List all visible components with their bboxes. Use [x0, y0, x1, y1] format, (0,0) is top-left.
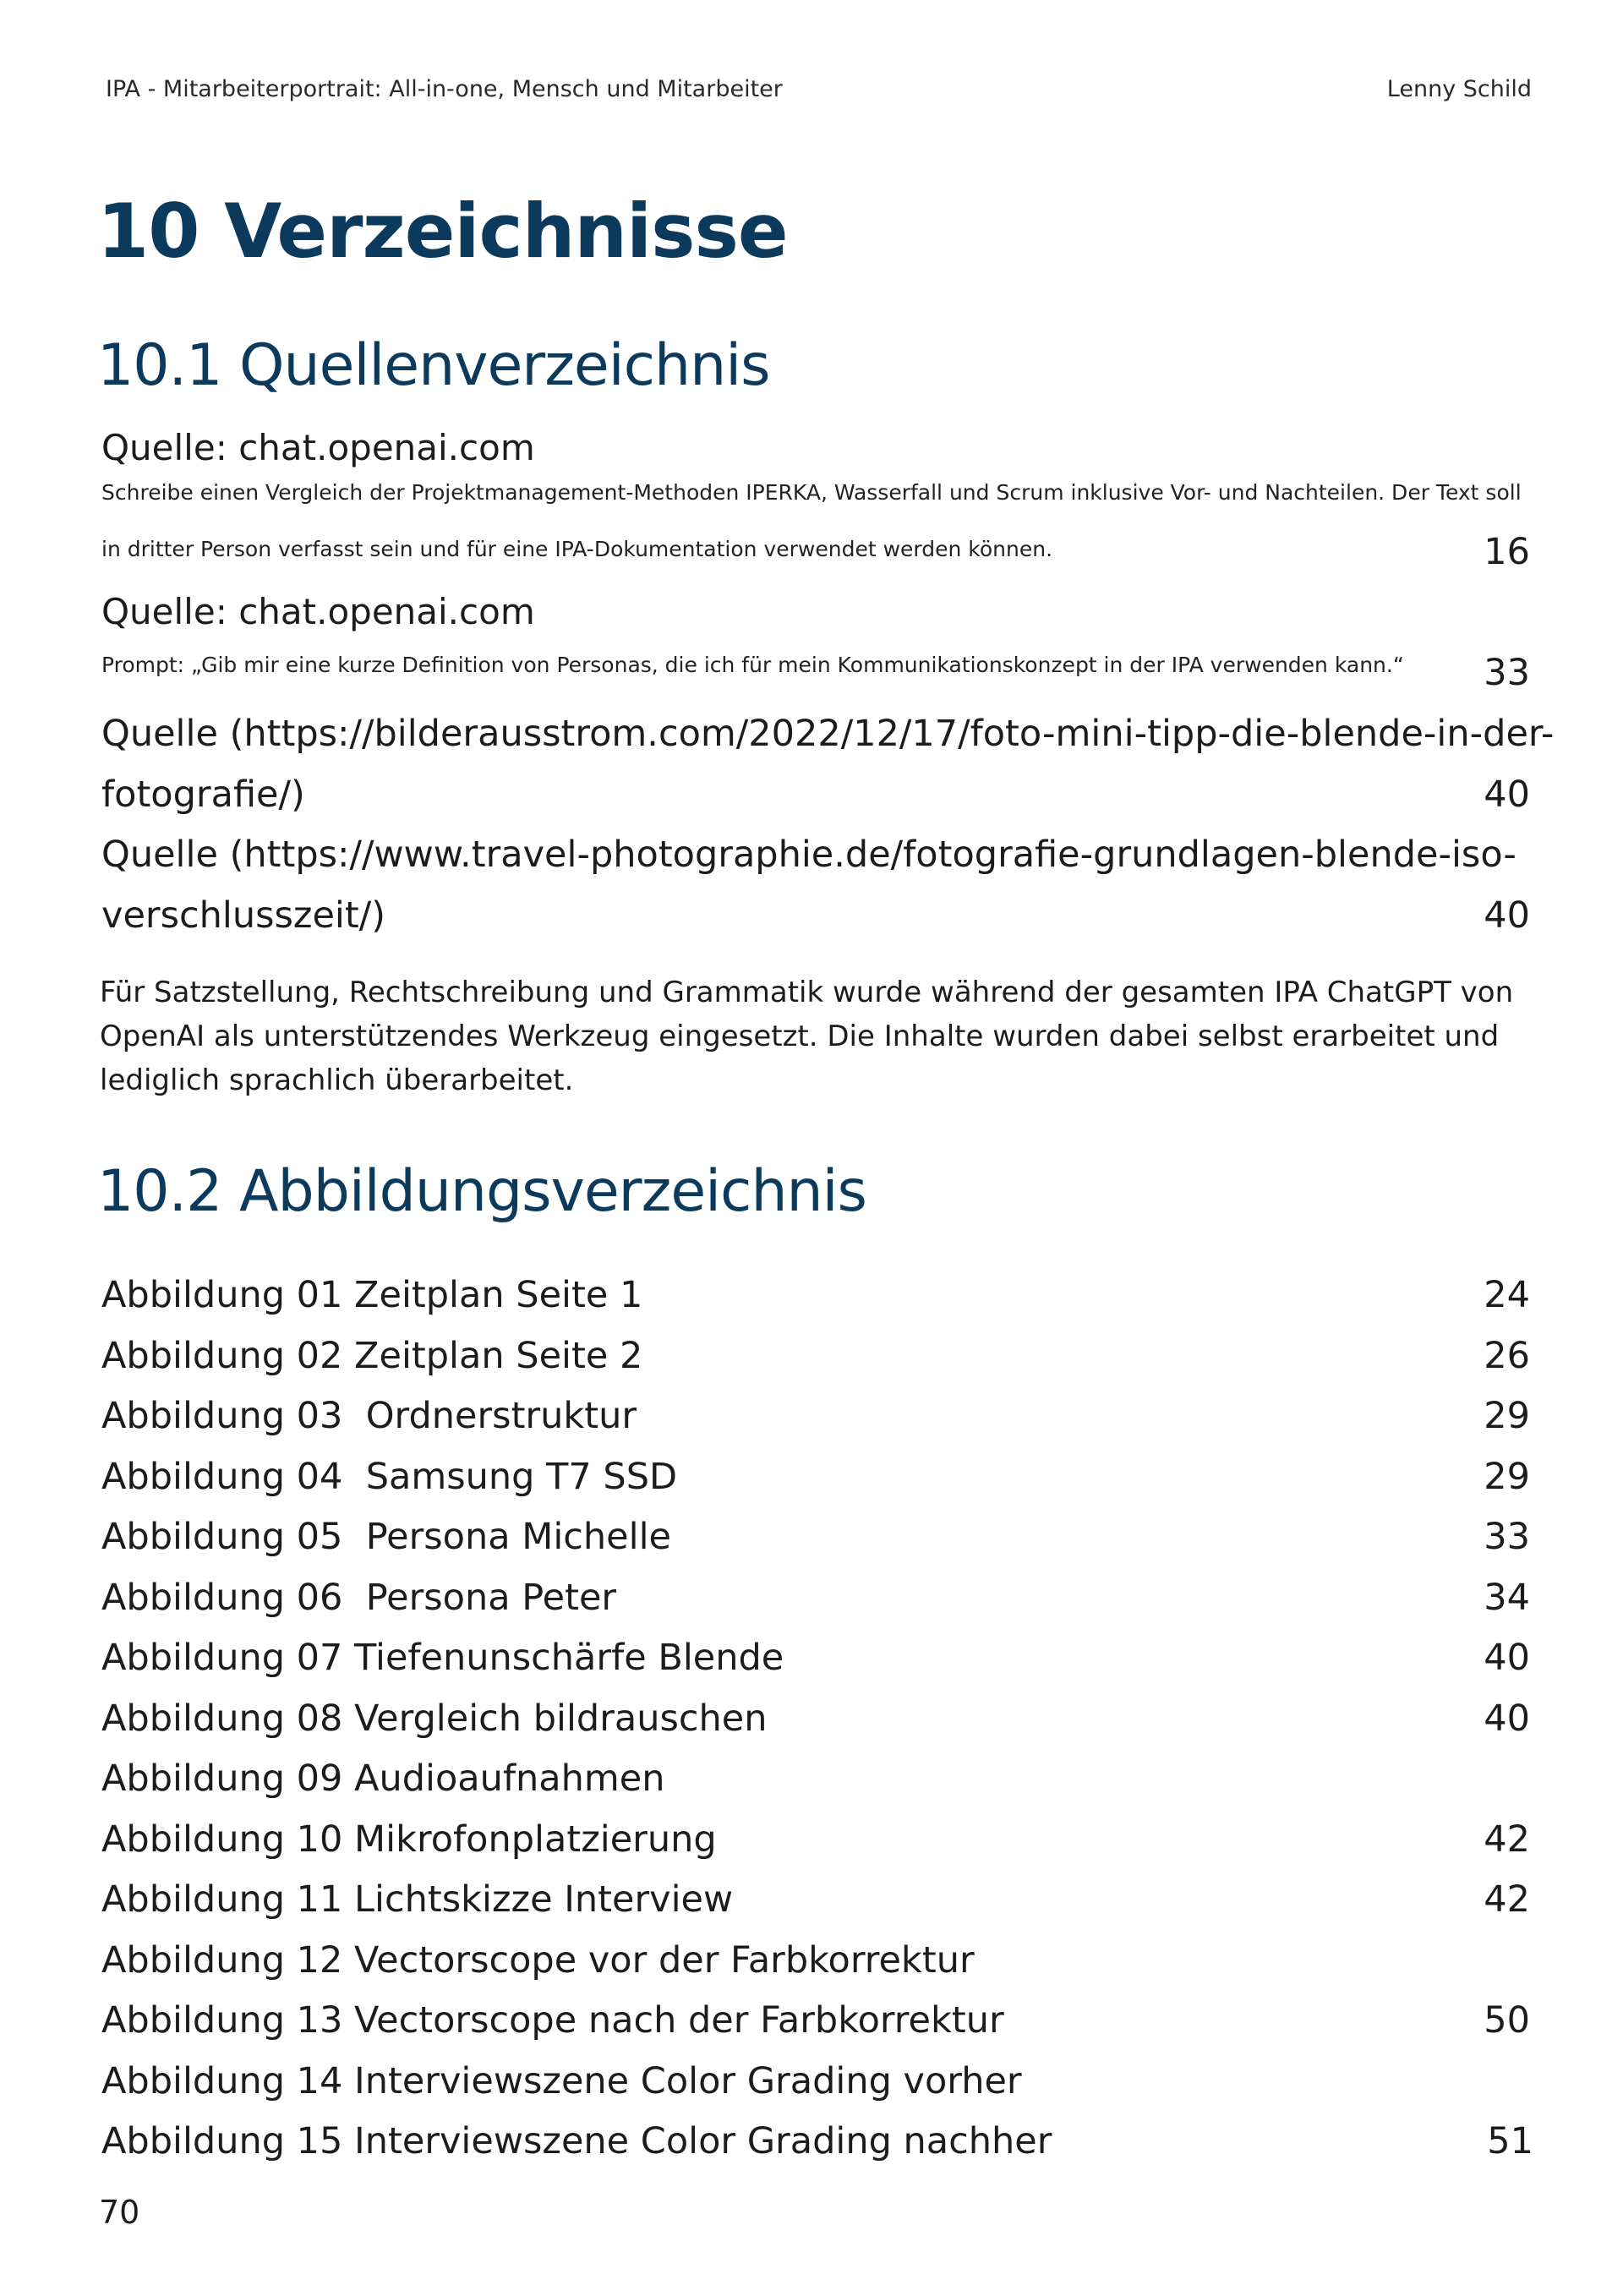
source-title: Quelle: chat.openai.com	[101, 427, 535, 468]
figure-list-item	[101, 1447, 1530, 1508]
figure-list-item	[101, 2112, 1533, 2173]
figure-list-item	[101, 1628, 1530, 1689]
source-url-line: fotografie/)	[101, 774, 305, 816]
figure-list-item	[101, 1749, 1530, 1810]
figure-page-number: 29	[1484, 1455, 1530, 1498]
figure-list-item	[101, 1266, 1530, 1326]
figure-label: Abbildung 07 Tiefenunschärfe Blende	[101, 1637, 784, 1679]
figure-list-item	[101, 1870, 1530, 1931]
figure-label: Abbildung 14 Interviewszene Color Grading vorher	[101, 2059, 1022, 2102]
section-heading-figures: 10.2 Abbildungsverzeichnis	[97, 1158, 866, 1225]
chapter-title: 10 Verzeichnisse	[97, 188, 788, 275]
source-entry	[101, 591, 1530, 694]
figure-list-item	[101, 1568, 1530, 1629]
figure-list-item	[101, 1386, 1530, 1447]
figure-page-number: 51	[1487, 2120, 1533, 2162]
source-page-number: 33	[1484, 652, 1530, 694]
footer-page-number: 70	[99, 2194, 140, 2231]
section-heading-sources: 10.1 Quellenverzeichnis	[97, 332, 770, 399]
figure-page-number: 34	[1484, 1576, 1530, 1619]
figure-page-number: 50	[1484, 1999, 1530, 2042]
figure-page-number: 26	[1484, 1334, 1530, 1377]
figure-page-number: 40	[1484, 1637, 1530, 1679]
source-prompt-line: Schreibe einen Vergleich der Projektmanagement-Methoden IPERKA, Wasserfall und Scrum inklusive Vor- und Nachteilen. Der Text soll	[101, 480, 1522, 505]
source-prompt-line: Prompt: „Gib mir eine kurze Definition von Personas, die ich für mein Kommunikationskonzept in der IPA verwenden kann.“	[101, 653, 1404, 677]
figure-label: Abbildung 03 Ordnerstruktur	[101, 1395, 637, 1437]
figure-label: Abbildung 15 Interviewszene Color Grading nachher	[101, 2120, 1052, 2162]
figure-page-number: 33	[1484, 1516, 1530, 1558]
figure-list	[101, 1266, 1533, 2173]
source-prompt-line: in dritter Person verfasst sein und für eine IPA-Dokumentation verwendet werden können.	[101, 537, 1053, 561]
source-entry	[101, 427, 1530, 573]
figure-label: Abbildung 13 Vectorscope nach der Farbkorrektur	[101, 1999, 1004, 2042]
figure-page-number: 42	[1484, 1818, 1530, 1861]
figure-list-item	[101, 1810, 1530, 1871]
figure-label: Abbildung 08 Vergleich bildrauschen	[101, 1697, 768, 1740]
source-entry	[101, 824, 1530, 946]
figure-page-number: 40	[1484, 1697, 1530, 1740]
figure-label: Abbildung 12 Vectorscope vor der Farbkorrektur	[101, 1938, 975, 1982]
source-url-line: verschlusszeit/)	[101, 894, 385, 937]
figure-label: Abbildung 11 Lichtskizze Interview	[101, 1878, 734, 1921]
figure-list-item	[101, 1991, 1530, 2052]
figure-page-number: 42	[1484, 1878, 1530, 1921]
ai-usage-note: Für Satzstellung, Rechtschreibung und Grammatik wurde während der gesamten IPA ChatGPT von OpenAI als unterstützendes Werkzeug eingesetzt. Die Inhalte wurden dabei selbst erarbeitet und lediglich sprachlich überarbeitet.	[100, 976, 1514, 1097]
figure-label: Abbildung 09 Audioaufnahmen	[101, 1758, 665, 1800]
figure-list-item	[101, 2052, 1530, 2113]
figure-label: Abbildung 02 Zeitplan Seite 2	[101, 1334, 643, 1377]
figure-list-item	[101, 1326, 1530, 1387]
figure-label: Abbildung 01 Zeitplan Seite 1	[101, 1274, 643, 1316]
source-page-number: 40	[1484, 894, 1530, 937]
source-page-number: 40	[1484, 774, 1530, 816]
figure-page-number: 24	[1484, 1274, 1530, 1316]
source-entry	[101, 703, 1555, 825]
figure-list-item	[101, 1689, 1530, 1750]
source-page-number: 16	[1484, 531, 1530, 573]
source-url-line: Quelle (https://www.travel-photographie.de/fotografie-grundlagen-blende-iso-	[101, 834, 1516, 876]
figure-label: Abbildung 04 Samsung T7 SSD	[101, 1455, 678, 1498]
header-author: Lenny Schild	[1386, 76, 1532, 102]
figure-list-item	[101, 1507, 1530, 1568]
header-document-title: IPA - Mitarbeiterportrait: All-in-one, Mensch und Mitarbeiter	[106, 76, 783, 102]
figure-label: Abbildung 05 Persona Michelle	[101, 1516, 671, 1558]
figure-page-number: 29	[1484, 1395, 1530, 1437]
figure-list-item	[101, 1931, 1530, 1992]
figure-label: Abbildung 06 Persona Peter	[101, 1576, 617, 1619]
source-title: Quelle: chat.openai.com	[101, 591, 535, 632]
figure-label: Abbildung 10 Mikrofonplatzierung	[101, 1818, 717, 1861]
source-url-line: Quelle (https://bilderausstrom.com/2022/12/17/foto-mini-tipp-die-blende-in-der-	[101, 713, 1555, 755]
